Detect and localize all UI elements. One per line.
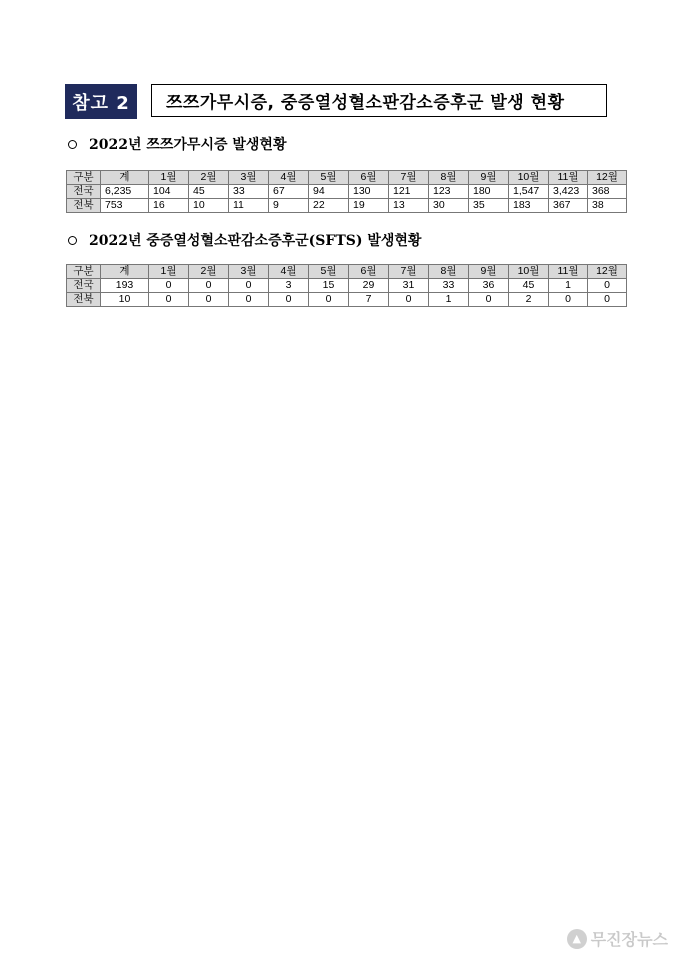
- table-cell: 13: [389, 199, 429, 213]
- column-header: 11월: [549, 265, 588, 279]
- table-cell: 180: [469, 185, 509, 199]
- table-cell: 67: [269, 185, 309, 199]
- table-cell: 0: [309, 293, 349, 307]
- column-header: 9월: [469, 171, 509, 185]
- column-header: 4월: [269, 171, 309, 185]
- table-cell: 1,547: [509, 185, 549, 199]
- column-header: 5월: [309, 265, 349, 279]
- mountain-logo-icon: ▲: [567, 929, 587, 949]
- column-header: 10월: [509, 171, 549, 185]
- table-cell: 0: [189, 279, 229, 293]
- table-row: [67, 293, 627, 307]
- column-header: 8월: [429, 265, 469, 279]
- table-cell: 38: [588, 199, 627, 213]
- column-header: 5월: [309, 171, 349, 185]
- table-cell: 30: [429, 199, 469, 213]
- table-cell: 0: [149, 279, 189, 293]
- section-title-text: 2022년 중증열성혈소판감소증후군(SFTS) 발생현황: [89, 233, 422, 249]
- table-cell: 2: [509, 293, 549, 307]
- table-header-row: [67, 265, 627, 279]
- column-header: 12월: [588, 171, 627, 185]
- table-cell: 16: [149, 199, 189, 213]
- table-cell: 45: [509, 279, 549, 293]
- circle-bullet-icon: [68, 236, 77, 245]
- row-header: 전국: [67, 279, 101, 293]
- table-row: [67, 279, 627, 293]
- table-cell: 10: [189, 199, 229, 213]
- column-header: 계: [101, 171, 149, 185]
- table-cell: 123: [429, 185, 469, 199]
- table-row: [67, 199, 627, 213]
- table-cell: 11: [229, 199, 269, 213]
- table-cell: 0: [229, 293, 269, 307]
- table-cell: 3,423: [549, 185, 588, 199]
- document-title: 쯔쯔가무시증, 중증열성혈소판감소증후군 발생 현황: [151, 84, 607, 117]
- section-title-tsutsugamushi: [68, 134, 286, 154]
- watermark-text: 무진장뉴스: [590, 930, 668, 949]
- table-cell: 0: [149, 293, 189, 307]
- table-cell: 0: [588, 293, 627, 307]
- table-cell: 0: [469, 293, 509, 307]
- column-header: 1월: [149, 171, 189, 185]
- row-header: 전북: [67, 199, 101, 213]
- table-cell: 0: [389, 293, 429, 307]
- table-cell: 0: [269, 293, 309, 307]
- column-header: 1월: [149, 265, 189, 279]
- table-cell: 753: [101, 199, 149, 213]
- sfts-table: [66, 264, 627, 307]
- table-cell: 0: [189, 293, 229, 307]
- column-header: 6월: [349, 265, 389, 279]
- table-header-row: [67, 171, 627, 185]
- column-header: 11월: [549, 171, 588, 185]
- table-cell: 368: [588, 185, 627, 199]
- table-cell: 1: [549, 279, 588, 293]
- table-cell: 193: [101, 279, 149, 293]
- table-cell: 10: [101, 293, 149, 307]
- table-row: [67, 185, 627, 199]
- table-cell: 0: [229, 279, 269, 293]
- table-cell: 45: [189, 185, 229, 199]
- circle-bullet-icon: [68, 140, 77, 149]
- table-cell: 29: [349, 279, 389, 293]
- column-header: 4월: [269, 265, 309, 279]
- row-header: 전북: [67, 293, 101, 307]
- column-header: 3월: [229, 171, 269, 185]
- table-cell: 36: [469, 279, 509, 293]
- table-cell: 7: [349, 293, 389, 307]
- table-cell: 19: [349, 199, 389, 213]
- column-header: 10월: [509, 265, 549, 279]
- table-cell: 121: [389, 185, 429, 199]
- column-header: 계: [101, 265, 149, 279]
- tsutsugamushi-table: [66, 170, 627, 213]
- table-cell: 130: [349, 185, 389, 199]
- column-header: 12월: [588, 265, 627, 279]
- column-header: 6월: [349, 171, 389, 185]
- table-cell: 94: [309, 185, 349, 199]
- table-cell: 15: [309, 279, 349, 293]
- table-cell: 6,235: [101, 185, 149, 199]
- column-header: 구분: [67, 265, 101, 279]
- column-header: 7월: [389, 265, 429, 279]
- column-header: 2월: [189, 171, 229, 185]
- section-title-text: 2022년 쯔쯔가무시증 발생현황: [89, 137, 287, 153]
- table-cell: 35: [469, 199, 509, 213]
- table-cell: 0: [549, 293, 588, 307]
- table-cell: 22: [309, 199, 349, 213]
- watermark: [567, 927, 668, 950]
- column-header: 9월: [469, 265, 509, 279]
- table-cell: 3: [269, 279, 309, 293]
- column-header: 8월: [429, 171, 469, 185]
- table-cell: 1: [429, 293, 469, 307]
- table-cell: 0: [588, 279, 627, 293]
- table-cell: 183: [509, 199, 549, 213]
- table-cell: 367: [549, 199, 588, 213]
- section-title-sfts: [68, 230, 421, 250]
- column-header: 3월: [229, 265, 269, 279]
- column-header: 2월: [189, 265, 229, 279]
- document-header: [65, 84, 607, 119]
- column-header: 구분: [67, 171, 101, 185]
- column-header: 7월: [389, 171, 429, 185]
- table-cell: 33: [429, 279, 469, 293]
- row-header: 전국: [67, 185, 101, 199]
- reference-badge: 참고 2: [65, 84, 137, 119]
- table-cell: 31: [389, 279, 429, 293]
- table-cell: 104: [149, 185, 189, 199]
- table-cell: 33: [229, 185, 269, 199]
- table-cell: 9: [269, 199, 309, 213]
